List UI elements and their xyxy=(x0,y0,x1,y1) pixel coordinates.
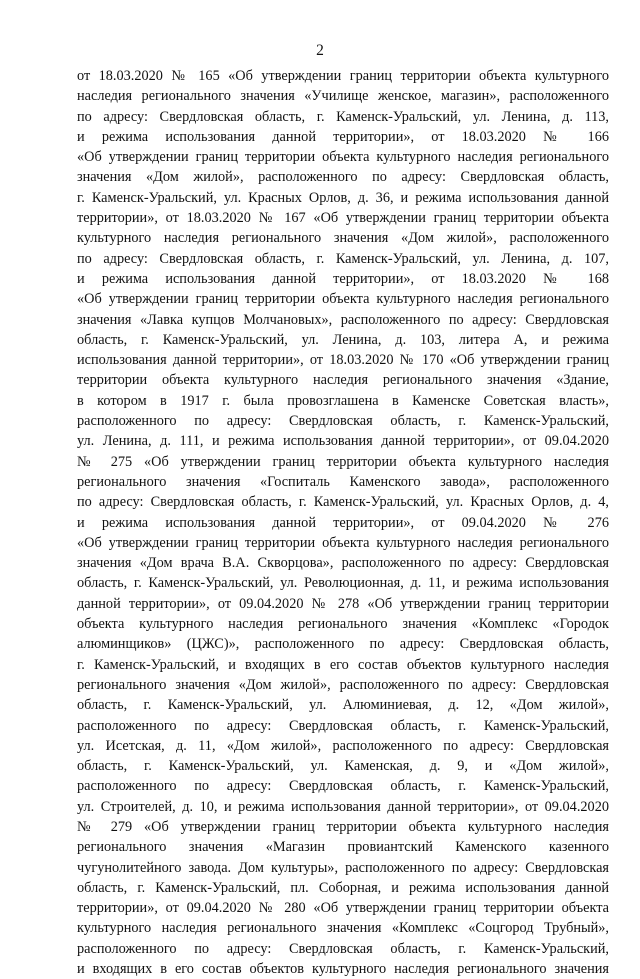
text-line: значения «Лавка купцов Молчановых», расположенного по адресу: Свердловская xyxy=(77,311,609,328)
page-number: 2 xyxy=(316,42,324,59)
text-line: объекта культурного наследия регионального значения «Комплекс «Городок xyxy=(77,616,609,633)
text-line: регионального значения «Госпиталь Каменского завода», расположенного xyxy=(77,473,609,490)
text-line: г. Каменск-Уральский, ул. Красных Орлов, д. 36, и режима использования данной xyxy=(77,189,609,206)
text-line: чугунолитейного завода. Дом культуры», расположенного по адресу: Свердловская xyxy=(77,859,609,876)
text-line: наследия регионального значения «Училище женское, магазин», расположенного xyxy=(77,88,609,105)
text-line: в котором в 1917 г. была провозглашена в Каменске Советская власть», xyxy=(77,392,609,409)
text-line: регионального значения «Магазин провиантский Каменского казенного xyxy=(77,839,609,856)
text-line: и режима использования данной территории», от 09.04.2020 № 276 xyxy=(77,514,609,531)
text-line: территории», от 18.03.2020 № 167 «Об утверждении границ территории объекта xyxy=(77,210,609,227)
text-line: расположенного по адресу: Свердловская область, г. Каменск-Уральский, xyxy=(77,717,609,734)
text-line: область, г. Каменск-Уральский, ул. Алюминиевая, д. 12, «Дом жилой», xyxy=(77,697,609,714)
text-line: культурного наследия регионального значения «Комплекс «Соцгород Трубный», xyxy=(77,920,609,937)
text-line: алюминщиков» (ЦЖС)», расположенного по адресу: Свердловская область, xyxy=(77,636,609,653)
text-line: № 279 «Об утверждении границ территории объекта культурного наследия xyxy=(77,818,609,835)
text-line: и режима использования данной территории», от 18.03.2020 № 168 xyxy=(77,270,609,287)
text-line: № 275 «Об утверждении границ территории объекта культурного наследия xyxy=(77,453,609,470)
text-line: область, г. Каменск-Уральский, ул. Ленина, д. 103, литера А, и режима xyxy=(77,331,609,348)
text-line: и режима использования данной территории», от 18.03.2020 № 166 xyxy=(77,128,609,145)
text-line: область, г. Каменск-Уральский, пл. Соборная, и режима использования данной xyxy=(77,879,609,896)
text-line: область, г. Каменск-Уральский, ул. Каменская, д. 9, и «Дом жилой», xyxy=(77,758,609,775)
text-line: данной территории», от 09.04.2020 № 278 «Об утверждении границ территории xyxy=(77,595,609,612)
text-line: ул. Строителей, д. 10, и режима использования данной территории», от 09.04.2020 xyxy=(77,798,609,815)
text-line: и входящих в его состав объектов культурного наследия регионального значения xyxy=(77,961,609,978)
text-line: по адресу: Свердловская область, г. Каменск-Уральский, ул. Ленина, д. 107, xyxy=(77,250,609,267)
text-line: территории», от 09.04.2020 № 280 «Об утверждении границ территории объекта xyxy=(77,900,609,917)
text-line: «Об утверждении границ территории объекта культурного наследия регионального xyxy=(77,149,609,166)
text-line: использования данной территории», от 18.03.2020 № 170 «Об утверждении границ xyxy=(77,352,609,369)
text-line: по адресу: Свердловская область, г. Каменск-Уральский, ул. Красных Орлов, д. 4, xyxy=(77,494,609,511)
text-line: г. Каменск-Уральский, и входящих в его состав объектов культурного наследия xyxy=(77,656,609,673)
text-line: ул. Ленина, д. 111, и режима использования данной территории», от 09.04.2020 xyxy=(77,433,609,450)
text-line: культурного наследия регионального значения «Дом жилой», расположенного xyxy=(77,230,609,247)
text-line: ул. Исетская, д. 11, «Дом жилой», расположенного по адресу: Свердловская xyxy=(77,737,609,754)
text-line: расположенного по адресу: Свердловская область, г. Каменск-Уральский, xyxy=(77,413,609,430)
text-line: «Об утверждении границ территории объекта культурного наследия регионального xyxy=(77,291,609,308)
text-line: территории объекта культурного наследия регионального значения «Здание, xyxy=(77,372,609,389)
text-line: от 18.03.2020 № 165 «Об утверждении границ территории объекта культурного xyxy=(77,68,609,84)
text-line: расположенного по адресу: Свердловская область, г. Каменск-Уральский, xyxy=(77,778,609,795)
text-line: «Об утверждении границ территории объекта культурного наследия регионального xyxy=(77,534,609,551)
text-line: область, г. Каменск-Уральский, ул. Революционная, д. 11, и режима использования xyxy=(77,575,609,592)
document-body-text xyxy=(77,66,609,979)
text-line: расположенного по адресу: Свердловская область, г. Каменск-Уральский, xyxy=(77,940,609,957)
text-line: значения «Дом врача В.А. Скворцова», расположенного по адресу: Свердловская xyxy=(77,555,609,572)
text-line: регионального значения «Дом жилой», расположенного по адресу: Свердловская xyxy=(77,676,609,693)
text-line: значения «Дом жилой», расположенного по адресу: Свердловская область, xyxy=(77,169,609,186)
text-line: по адресу: Свердловская область, г. Каменск-Уральский, ул. Ленина, д. 113, xyxy=(77,108,609,125)
